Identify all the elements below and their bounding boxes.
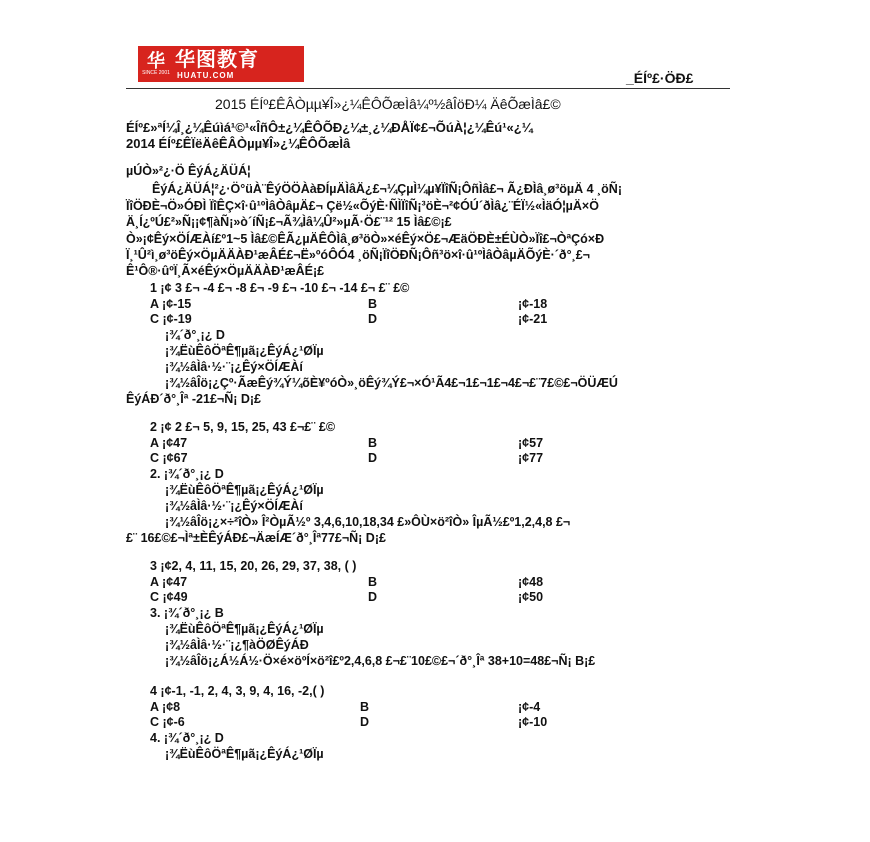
option-d: D	[368, 451, 378, 465]
answer-label: 3. ¡¾´ð°¸¡¿ B	[150, 606, 224, 620]
option-b: B	[368, 297, 378, 311]
section-heading: µÚÒ»²¿·Ö ÊýÁ¿ÄÜÁ¦	[126, 164, 251, 178]
logo-text-en: HUATU.COM	[177, 70, 235, 80]
logo-text	[175, 49, 259, 80]
option-d: D	[368, 312, 378, 326]
option-a: A ¡¢-15	[150, 297, 192, 311]
doc-title: 2015 ÉÍº£ÊÂÒµµ¥Î»¿¼ÊÔÕæÌâ¼º½âÎöÐ¼ ÄêÕæÌâ£©	[215, 96, 561, 112]
solution-line: ¡¾½âÎö¡¿Çº·ÃæÊý¾Ý¼õÈ¥ºóÒ»¸öÊý¾Ý£¬×Ó¹Ã4£¬1£¬1£¬4£¬£¨7£©£¬ÖÜÆÚ	[165, 376, 618, 390]
solution-line: ¡¾ËùÊôÖªÊ¶µã¡¿ÊýÁ¿¹ØÏµ	[165, 622, 324, 636]
solution-line: £¨ 16£©£¬Ìª±ÈÊýÁÐ£¬ÄæÍÆ´ð°¸Îª77£¬Ñ¡ D¡£	[126, 531, 386, 545]
solution-line: ¡¾½âÎö¡¿Á½Á½·Ö×é×öºÍ×ö²î£º2,4,6,8 £¬£¨10£©£¬´ð°¸Îª 38+10=48£¬Ñ¡ B¡£	[165, 654, 596, 668]
instruction-line: ÊýÁ¿ÄÜÁ¦²¿·Ö°üÀ¨ÊýÖÖÀàÐÍµÄÌâÄ¿£¬¼ÇµÌ¼µ¥ÏîÑ¡ÔñÌâ£¬ Ã¿ÐÌâ¸ø³öµÄ 4 ¸öÑ¡	[152, 182, 622, 196]
solution-line: ¡¾ËùÊôÖªÊ¶µã¡¿ÊýÁ¿¹ØÏµ	[165, 483, 324, 497]
logo-mark: 华	[147, 51, 165, 71]
option-c: C ¡¢-19	[150, 312, 192, 326]
answer-label: 4. ¡¾´ð°¸¡¿ D	[150, 731, 224, 745]
question-stem: 1 ¡¢ 3 £¬ -4 £¬ -8 £¬ -9 £¬ -10 £¬ -14 £¬ £¨ £©	[150, 281, 410, 295]
instruction-line: Ï¸¹Û²ì¸ø³öÊý×ÖµÄÄÀÐ¹æÂÉ£¬Ë»ºóÔÓ4 ¸öÑ¡ÏîÖÐÑ¡Ôñ³ö×î·û¹ºÌâÒâµÄÕýÈ·´ð°¸£¬	[126, 248, 590, 262]
option-b: B	[360, 700, 370, 714]
solution-line: ¡¾½âÌâ·½·¨¡¿¶àÖØÊýÁÐ	[165, 638, 309, 652]
option-d-value: ¡¢77	[518, 451, 544, 465]
option-d: D	[360, 715, 370, 729]
instruction-line: Ò»¡¢Êý×ÖÍÆÀí£º1~5 Ìâ£©ÊÃ¿µÄÊÔÌâ¸ø³öÒ»×éÊý×Ö£¬ÆäÖÐÈ±ÉÙÒ»Ïî£¬ÒªÇó×Ð	[126, 232, 605, 246]
option-b: B	[368, 436, 378, 450]
question-stem: 3 ¡¢2, 4, 11, 15, 20, 26, 29, 37, 38, ( )	[150, 559, 357, 573]
answer-label: 2. ¡¾´ð°¸¡¿ D	[150, 467, 224, 481]
option-c: C ¡¢49	[150, 590, 188, 604]
solution-line: ¡¾ËùÊôÖªÊ¶µã¡¿ÊýÁ¿¹ØÏµ	[165, 344, 324, 358]
option-a: A ¡¢47	[150, 436, 188, 450]
header-right-label: _ÉÍº£·ÖÐ£	[626, 70, 694, 86]
option-d-value: ¡¢-10	[518, 715, 548, 729]
option-d: D	[368, 590, 378, 604]
option-c: C ¡¢67	[150, 451, 188, 465]
intro-line-2: 2014 ÉÍº£ÊÏëÄêÊÂÒµµ¥Î»¿¼ÊÔÕæÌâ	[126, 136, 351, 151]
solution-line: ¡¾½âÎö¡¿×÷²îÒ» Î²ÒµÃ½º 3,4,6,10,18,34 £»ÔÙ×ö²îÒ» ÎµÃ½£º1,2,4,8 £¬	[165, 515, 571, 529]
instruction-line: Ê¹Ô®·ûºÏ¸Ã×éÊý×ÖµÄÄÀÐ¹æÂÉ¡£	[126, 264, 325, 278]
instruction-line: ÏîÖÐÈ¬Ö»ÓÐÌ ÏîÊÇ×î·û¹ºÌâÒâµÄ£¬ Çë½«ÕýÈ·ÑÌÏîÑ¡³öÈ¬²¢ÓÚ´ðÌâ¿¨ÉÏ½«ÌäÓ¦µÄ×Ö	[126, 199, 599, 213]
option-b-value: ¡¢-18	[518, 297, 548, 311]
option-d-value: ¡¢50	[518, 590, 544, 604]
logo-since: SINCE 2001	[142, 70, 170, 76]
option-d-value: ¡¢-21	[518, 312, 548, 326]
solution-line: ¡¾½âÌâ·½·¨¡¿Êý×ÖÍÆÀí	[165, 360, 303, 374]
option-b-value: ¡¢-4	[518, 700, 541, 714]
option-c: C ¡¢-6	[150, 715, 185, 729]
solution-line: ÊýÁÐ´ð°¸Îª -21£¬Ñ¡ D¡£	[126, 392, 261, 406]
answer-label: ¡¾´ð°¸¡¿ D	[165, 328, 225, 342]
option-b-value: ¡¢48	[518, 575, 544, 589]
option-b-value: ¡¢57	[518, 436, 544, 450]
option-a: A ¡¢8	[150, 700, 181, 714]
header-divider	[126, 88, 730, 89]
intro-line-1: ÉÍº£»ªÍ¼Î¸¿¼Êúìá¹©¹«ÎñÔ±¿¼ÊÔÕÐ¿¼±¸¿¼ÐÅÏ¢£¬ÕúÀ¦¿¼Êú¹«¿¼	[126, 120, 533, 135]
huatu-logo	[138, 46, 304, 82]
option-a: A ¡¢47	[150, 575, 188, 589]
solution-line: ¡¾½âÌâ·½·¨¡¿Êý×ÖÍÆÀí	[165, 499, 303, 513]
solution-line: ¡¾ËùÊôÖªÊ¶µã¡¿ÊýÁ¿¹ØÏµ	[165, 747, 324, 761]
logo-emblem-icon	[141, 49, 171, 79]
question-stem: 4 ¡¢-1, -1, 2, 4, 3, 9, 4, 16, -2,( )	[150, 684, 325, 698]
instruction-line: Ä¸Í¿ºÚ£²»Ñ¡¡¢¶àÑ¡»ò´íÑ¡£¬Ã¾Ìâ¼Û²»µÃ·Ö£¨¹² 15 Ìâ£©¡£	[126, 215, 452, 229]
option-b: B	[368, 575, 378, 589]
logo-text-cn: 华图教育	[175, 48, 259, 71]
question-stem: 2 ¡¢ 2 £¬ 5, 9, 15, 25, 43 £¬£¨ £©	[150, 420, 336, 434]
